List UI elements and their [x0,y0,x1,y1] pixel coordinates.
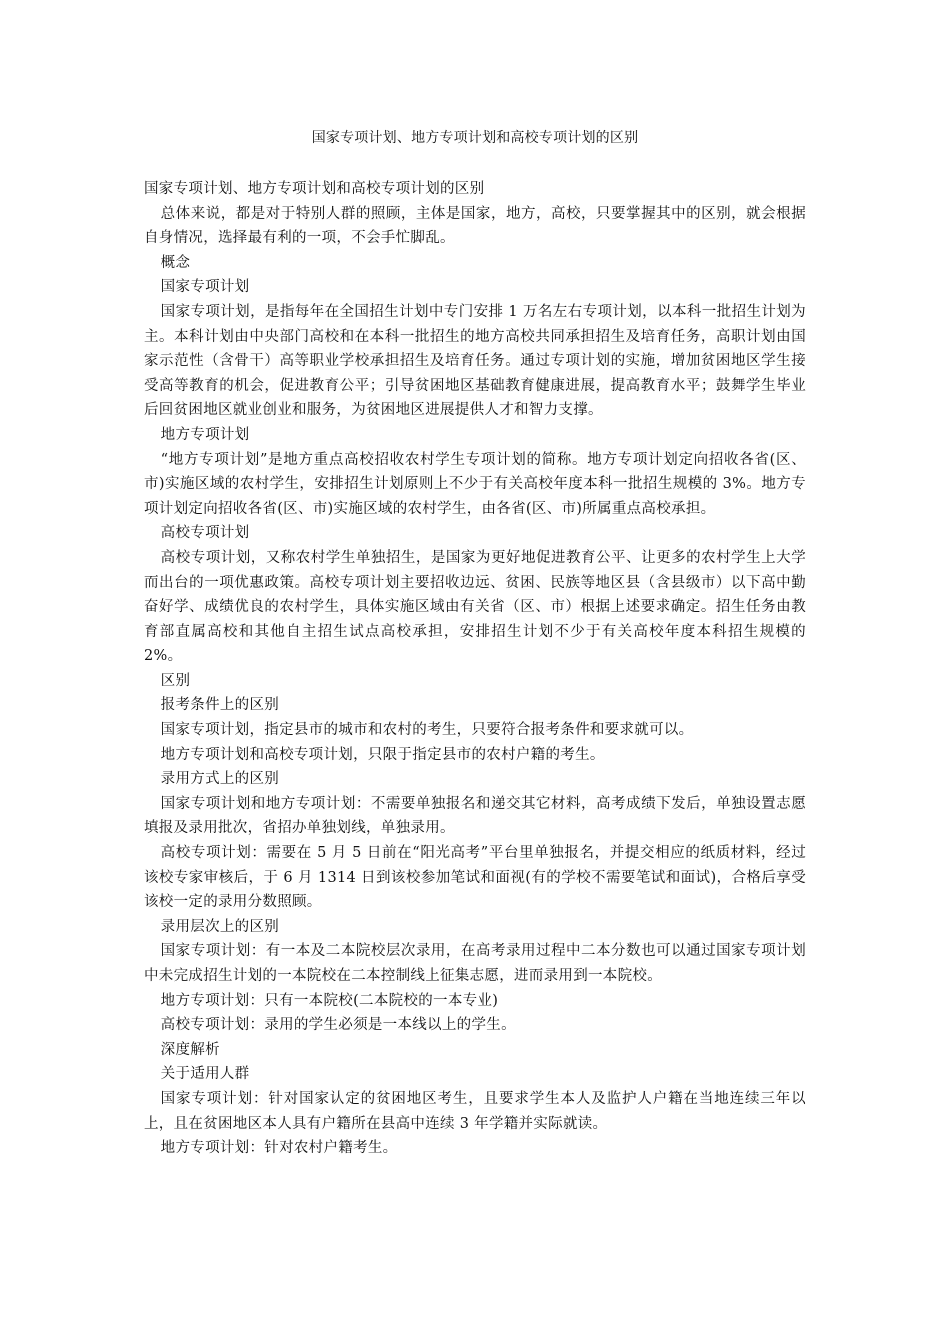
body-paragraph: 概念 [160,254,191,271]
body-paragraph: 关于适用人群 [160,1066,250,1083]
body-paragraph: 国家专项计划：有一本及二本院校层次录用，在高考录用过程中二本分数也可以通过国家专项计划中未完成招生计划的一本院校在二本控制线上征集志愿，进而录用到一本院校。 [144,943,806,984]
body-paragraph: 国家专项计划：针对国家认定的贫困地区考生，且要求学生本人及监护人户籍在当地连续三年以上，且在贫困地区本人具有户籍所在县高中连续 3 年学籍并实际就读。 [144,1090,806,1132]
body-paragraph: 国家专项计划 [160,279,250,296]
body-paragraph: 地方专项计划 [160,426,250,443]
body-paragraph: 国家专项计划，是指每年在全国招生计划中专门安排 1 万名左右专项计划，以本科一批招生计划为主。本科计划由中央部门高校和在本科一批招生的地方高校共同承担招生及培育任务，高职计划由国家示范性（含骨干）高等职业学校承担招生及培育任务。通过专项计划的实施，增加贫困地区学生接受高等教育的机会，促进教育公平；引导贫困地区基础教育健康进展，提高教育水平；鼓舞学生毕业后回贫困地区就业创业和服务，为贫困地区进展提供人才和智力支撑。 [144,303,806,419]
body-paragraph: 国家专项计划和地方专项计划：不需要单独报名和递交其它材料，高考成绩下发后，单独设置志愿填报及录用批次，省招办单独划线，单独录用。 [144,795,806,837]
body-paragraph: 地方专项计划：只有一本院校(二本院校的一本专业) [160,992,499,1009]
body-paragraph: 国家专项计划、地方专项计划和高校专项计划的区别 [144,181,485,197]
body-paragraph: 高校专项计划，又称农村学生单独招生，是国家为更好地促进教育公平、让更多的农村学生上大学而出台的一项优惠政策。高校专项计划主要招收边远、贫困、民族等地区县（含县级市）以下高中勤奋好学、成绩优良的农村学生，具体实施区域由有关省（区、市）根据上述要求确定。招生任务由教育部直属高校和其他自主招生试点高校承担，安排招生计划不少于有关高校年度本科招生规模的 2%。 [144,549,806,665]
body-paragraph: 录用层次上的区别 [160,918,280,935]
body-paragraph: 录用方式上的区别 [160,771,280,788]
document-body [144,177,806,1161]
body-paragraph: 总体来说，都是对于特别人群的照顾，主体是国家，地方，高校，只要掌握其中的区别，就会根据自身情况，选择最有利的一项，不会手忙脚乱。 [144,205,806,247]
body-paragraph: 高校专项计划：录用的学生必须是一本线以上的学生。 [160,1017,516,1034]
document-title: 国家专项计划、地方专项计划和高校专项计划的区别 [311,130,639,146]
body-paragraph: 区别 [160,672,191,689]
body-paragraph: “地方专项计划”是地方重点高校招收农村学生专项计划的简称。地方专项计划定向招收各省(区、市)实施区域的农村学生，安排招生计划原则上不少于有关高校年度本科一批招生规模的 3%。地方专项计划定向招收各省(区、市)实施区域的农村学生，由各省(区、市)所属重点高校承担。 [144,451,806,517]
body-paragraph: 高校专项计划 [160,525,250,542]
body-paragraph: 高校专项计划：需要在 5 月 5 日前在“阳光高考”平台里单独报名，并提交相应的纸质材料，经过该校专家审核后，于 6 月 1314 日到该校参加笔试和面视(有的学校不需要笔试和面试)，合格后享受该校一定的录用分数照顾。 [144,845,806,911]
body-paragraph: 报考条件上的区别 [160,697,280,714]
body-paragraph: 国家专项计划，指定县市的城市和农村的考生，只要符合报考条件和要求就可以。 [160,722,694,739]
body-paragraph: 地方专项计划：针对农村户籍考生。 [160,1140,398,1157]
body-paragraph: 深度解析 [160,1041,220,1058]
body-paragraph: 地方专项计划和高校专项计划，只限于指定县市的农村户籍的考生。 [160,746,605,763]
